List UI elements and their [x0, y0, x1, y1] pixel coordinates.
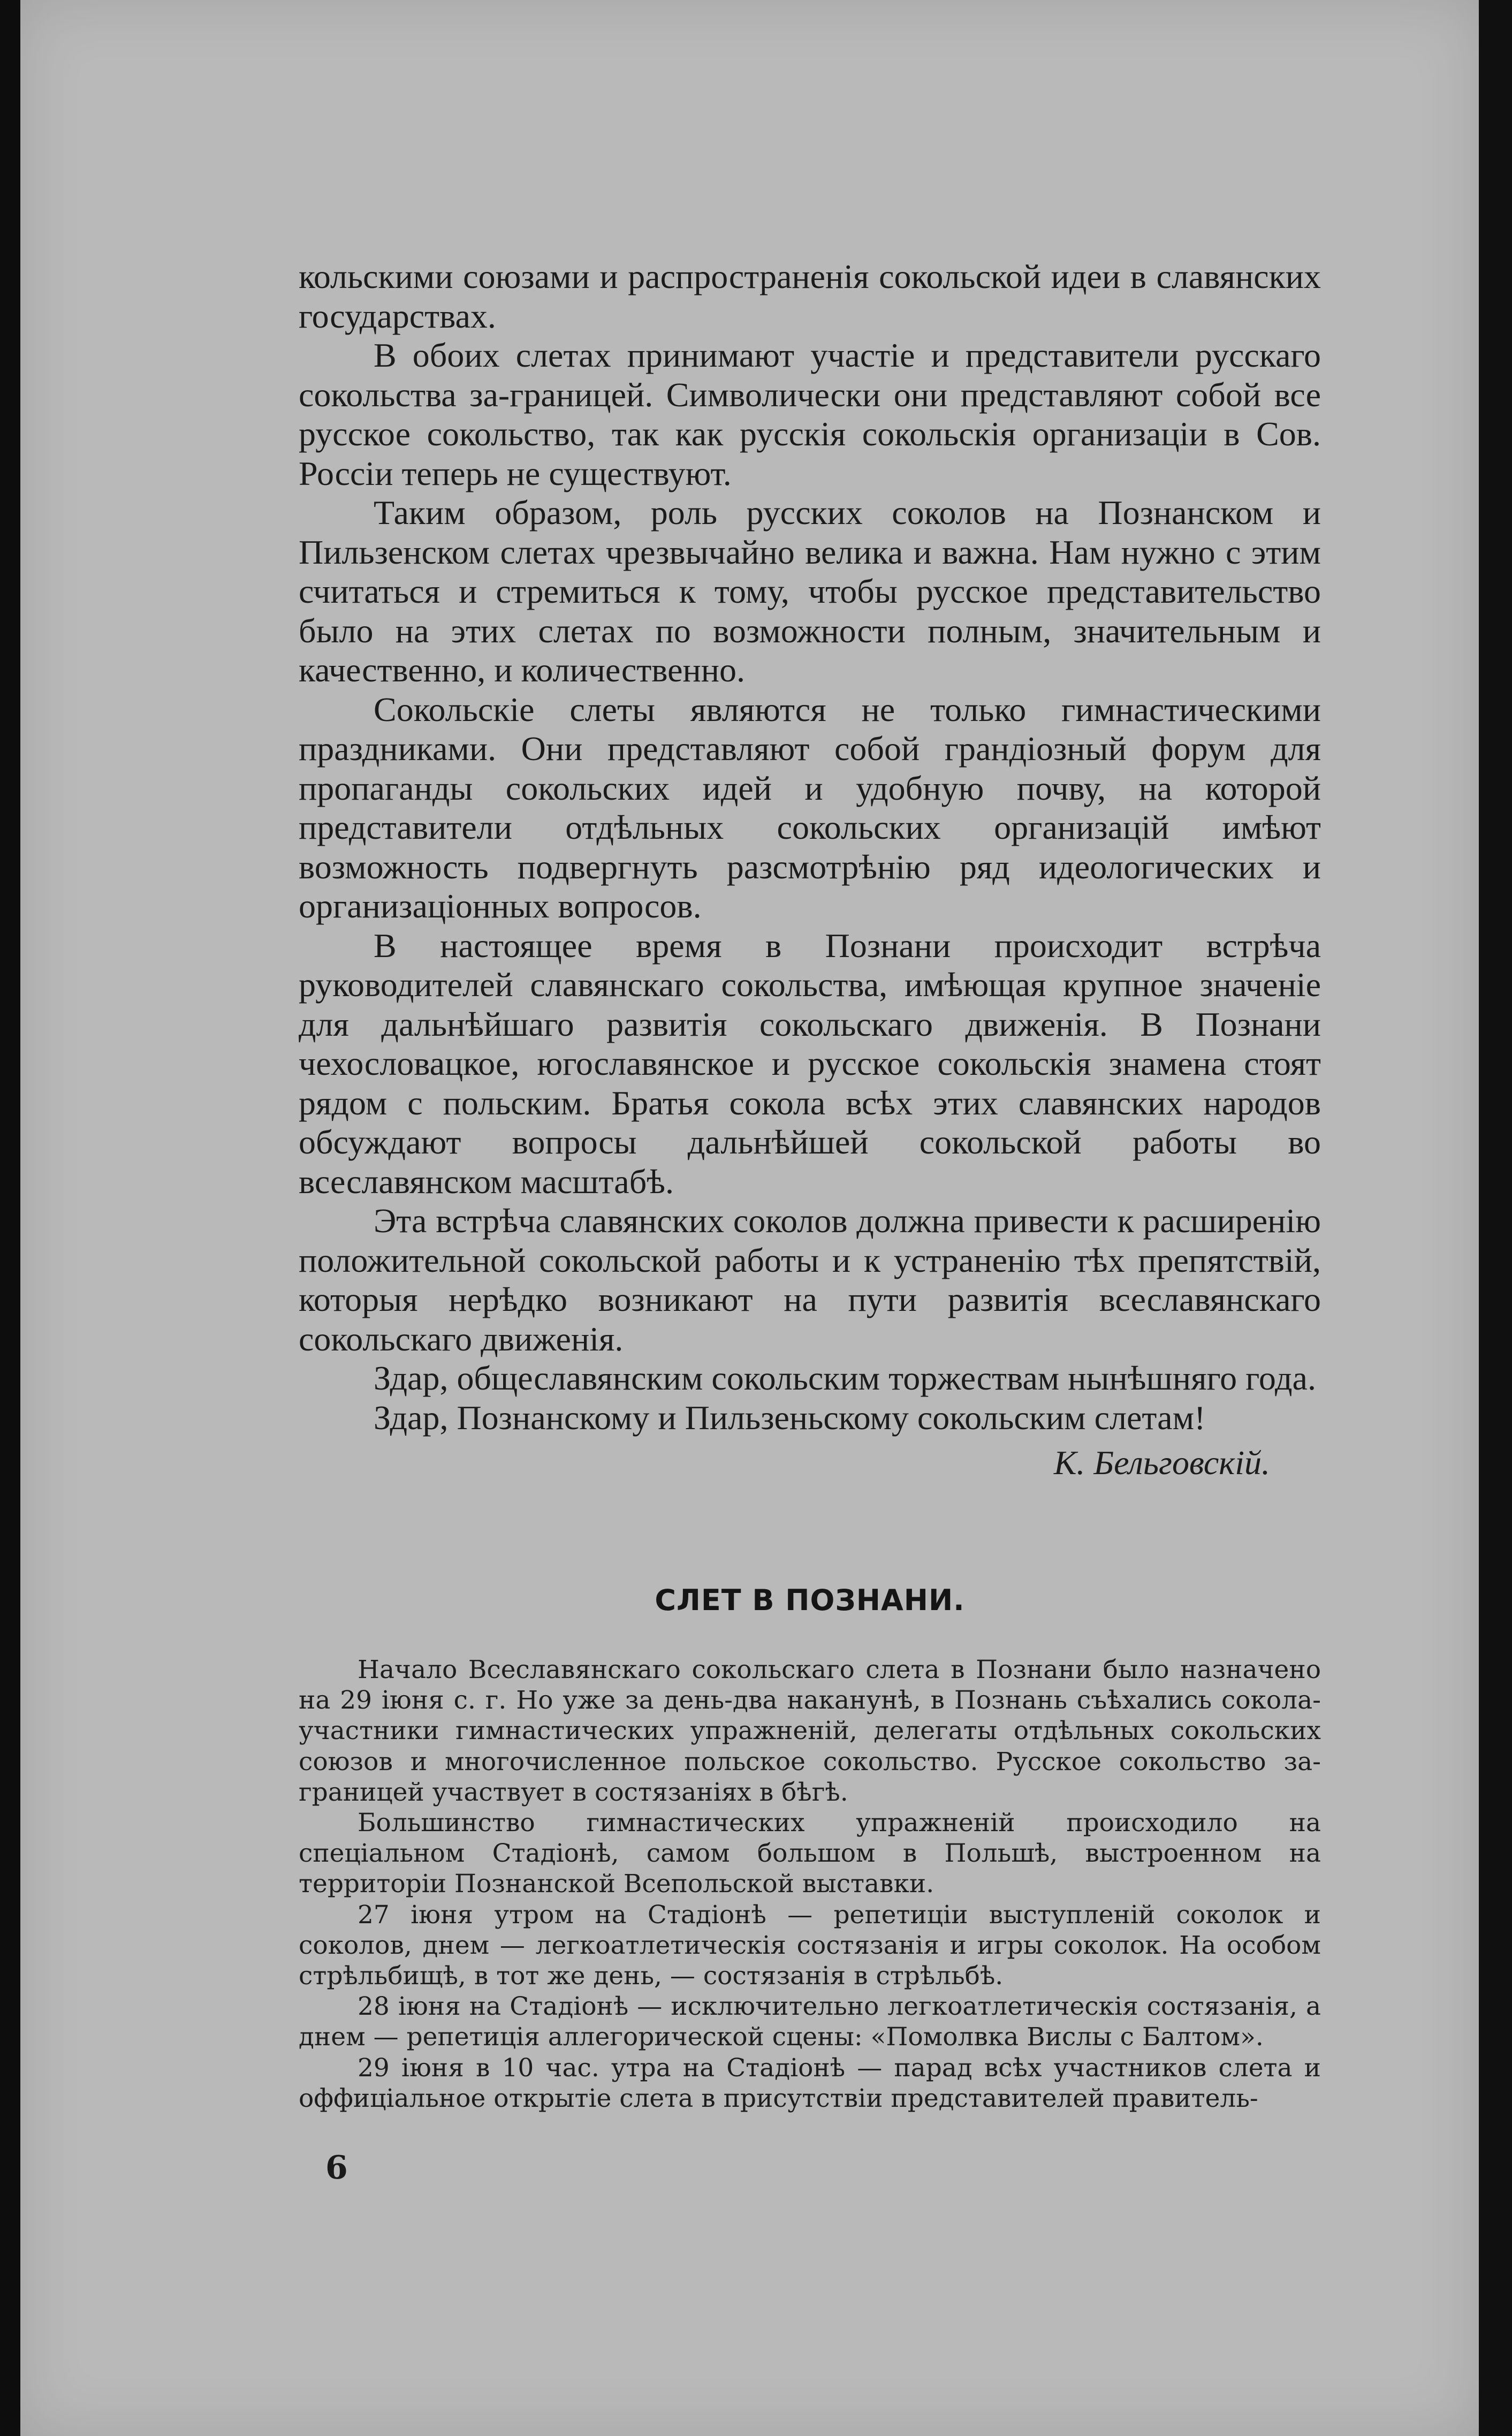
article-paragraph: Сокольскіе слеты являются не только гимнастическими праздниками. Они представляют собой грандіозный форум для пропаганды сокольских идей и удобную почву, на которой представители отдѣльных сокольских организацій имѣют возможность подвергнуть разсмотрѣнію ряд идеологических и организаціонных вопросов. [299, 690, 1321, 925]
book-page [20, 0, 1479, 2436]
author-signature: К. Бельговскій. [1053, 1444, 1270, 1482]
article-paragraph: Здар, общеславянским сокольским торжествам нынѣшняго года. [374, 1359, 1316, 1397]
article-paragraph: Эта встрѣча славянских соколов должна привести к расширенію положительной сокольской работы и к устраненію тѣх препятствій, которыя нерѣдко возникают на пути развитія всеславянскаго сокольскаго движенія. [299, 1202, 1321, 1358]
scan-border [1479, 0, 1512, 2436]
article-body [299, 257, 1321, 1437]
article-paragraph: В настоящее время в Познани происходит встрѣча руководителей славянскаго сокольства, имѣющая крупное значеніе для дальнѣйшаго развитія сокольскаго движенія. В Познани чехословацкое, югославянское и русское сокольскія знамена стоят рядом с польским. Братья сокола всѣх этих славянских народов обсуждают вопросы дальнѣйшей сокольской работы во всеславянском масштабѣ. [299, 926, 1321, 1201]
section-paragraph: 29 іюня в 10 час. утра на Стадіонѣ — парад всѣх участников слета и оффиціальное открытіе слета в присутствіи представителей правитель- [299, 2053, 1321, 2113]
text-column [299, 257, 1321, 2114]
section-paragraph: 27 іюня утром на Стадіонѣ — репетиціи выступленій соколок и соколов, днем — легкоатлетическія состязанія и игры соколок. На особом стрѣльбищѣ, в тот же день, — состязанія в стрѣльбѣ. [299, 1900, 1321, 1991]
article-paragraph: Таким образом, роль русских соколов на Познанском и Пильзенском слетах чрезвычайно велика и важна. Нам нужно с этим считаться и стремиться к тому, чтобы русское представительство было на этих слетах по возможности полным, значительным и качественно, и количественно. [299, 494, 1321, 689]
article-paragraph: кольскими союзами и распространенія сокольской идеи в славянских государствах. [299, 257, 1321, 335]
section-paragraph: Большинство гимнастических упражненій происходило на спеціальном Стадіонѣ, самом большом в Польшѣ, выстроенном на территоріи Познанской Всепольской выставки. [299, 1808, 1321, 1899]
article-paragraph: Здар, Познанскому и Пильзеньскому сокольским слетам! [374, 1398, 1206, 1437]
section-paragraph: Начало Всеславянскаго сокольскаго слета в Познани было назначено на 29 іюня с. г. Но уже за день-два наканунѣ, в Познань съѣхались сокола-участники гимнастических упражненій, делегаты отдѣльных сокольских союзов и многочисленное польское сокольство. Русское сокольство за-границей участвует в состязаніях в бѣгѣ. [299, 1655, 1321, 1807]
page-number: 6 [325, 2149, 348, 2187]
section-heading: СЛЕТ В ПОЗНАНИ. [655, 1583, 965, 1617]
article-paragraph: В обоих слетах принимают участіе и представители русскаго сокольства за-границей. Символически они представляют собой все русское сокольство, так как русскія сокольскія организаціи в Сов. Россіи теперь не существуют. [299, 336, 1321, 492]
section-body [299, 1655, 1321, 2114]
section-paragraph: 28 іюня на Стадіонѣ — исключительно легкоатлетическія состязанія, а днем — репетиція аллегорической сцены: «Помолвка Вислы с Балтом». [299, 1992, 1321, 2052]
